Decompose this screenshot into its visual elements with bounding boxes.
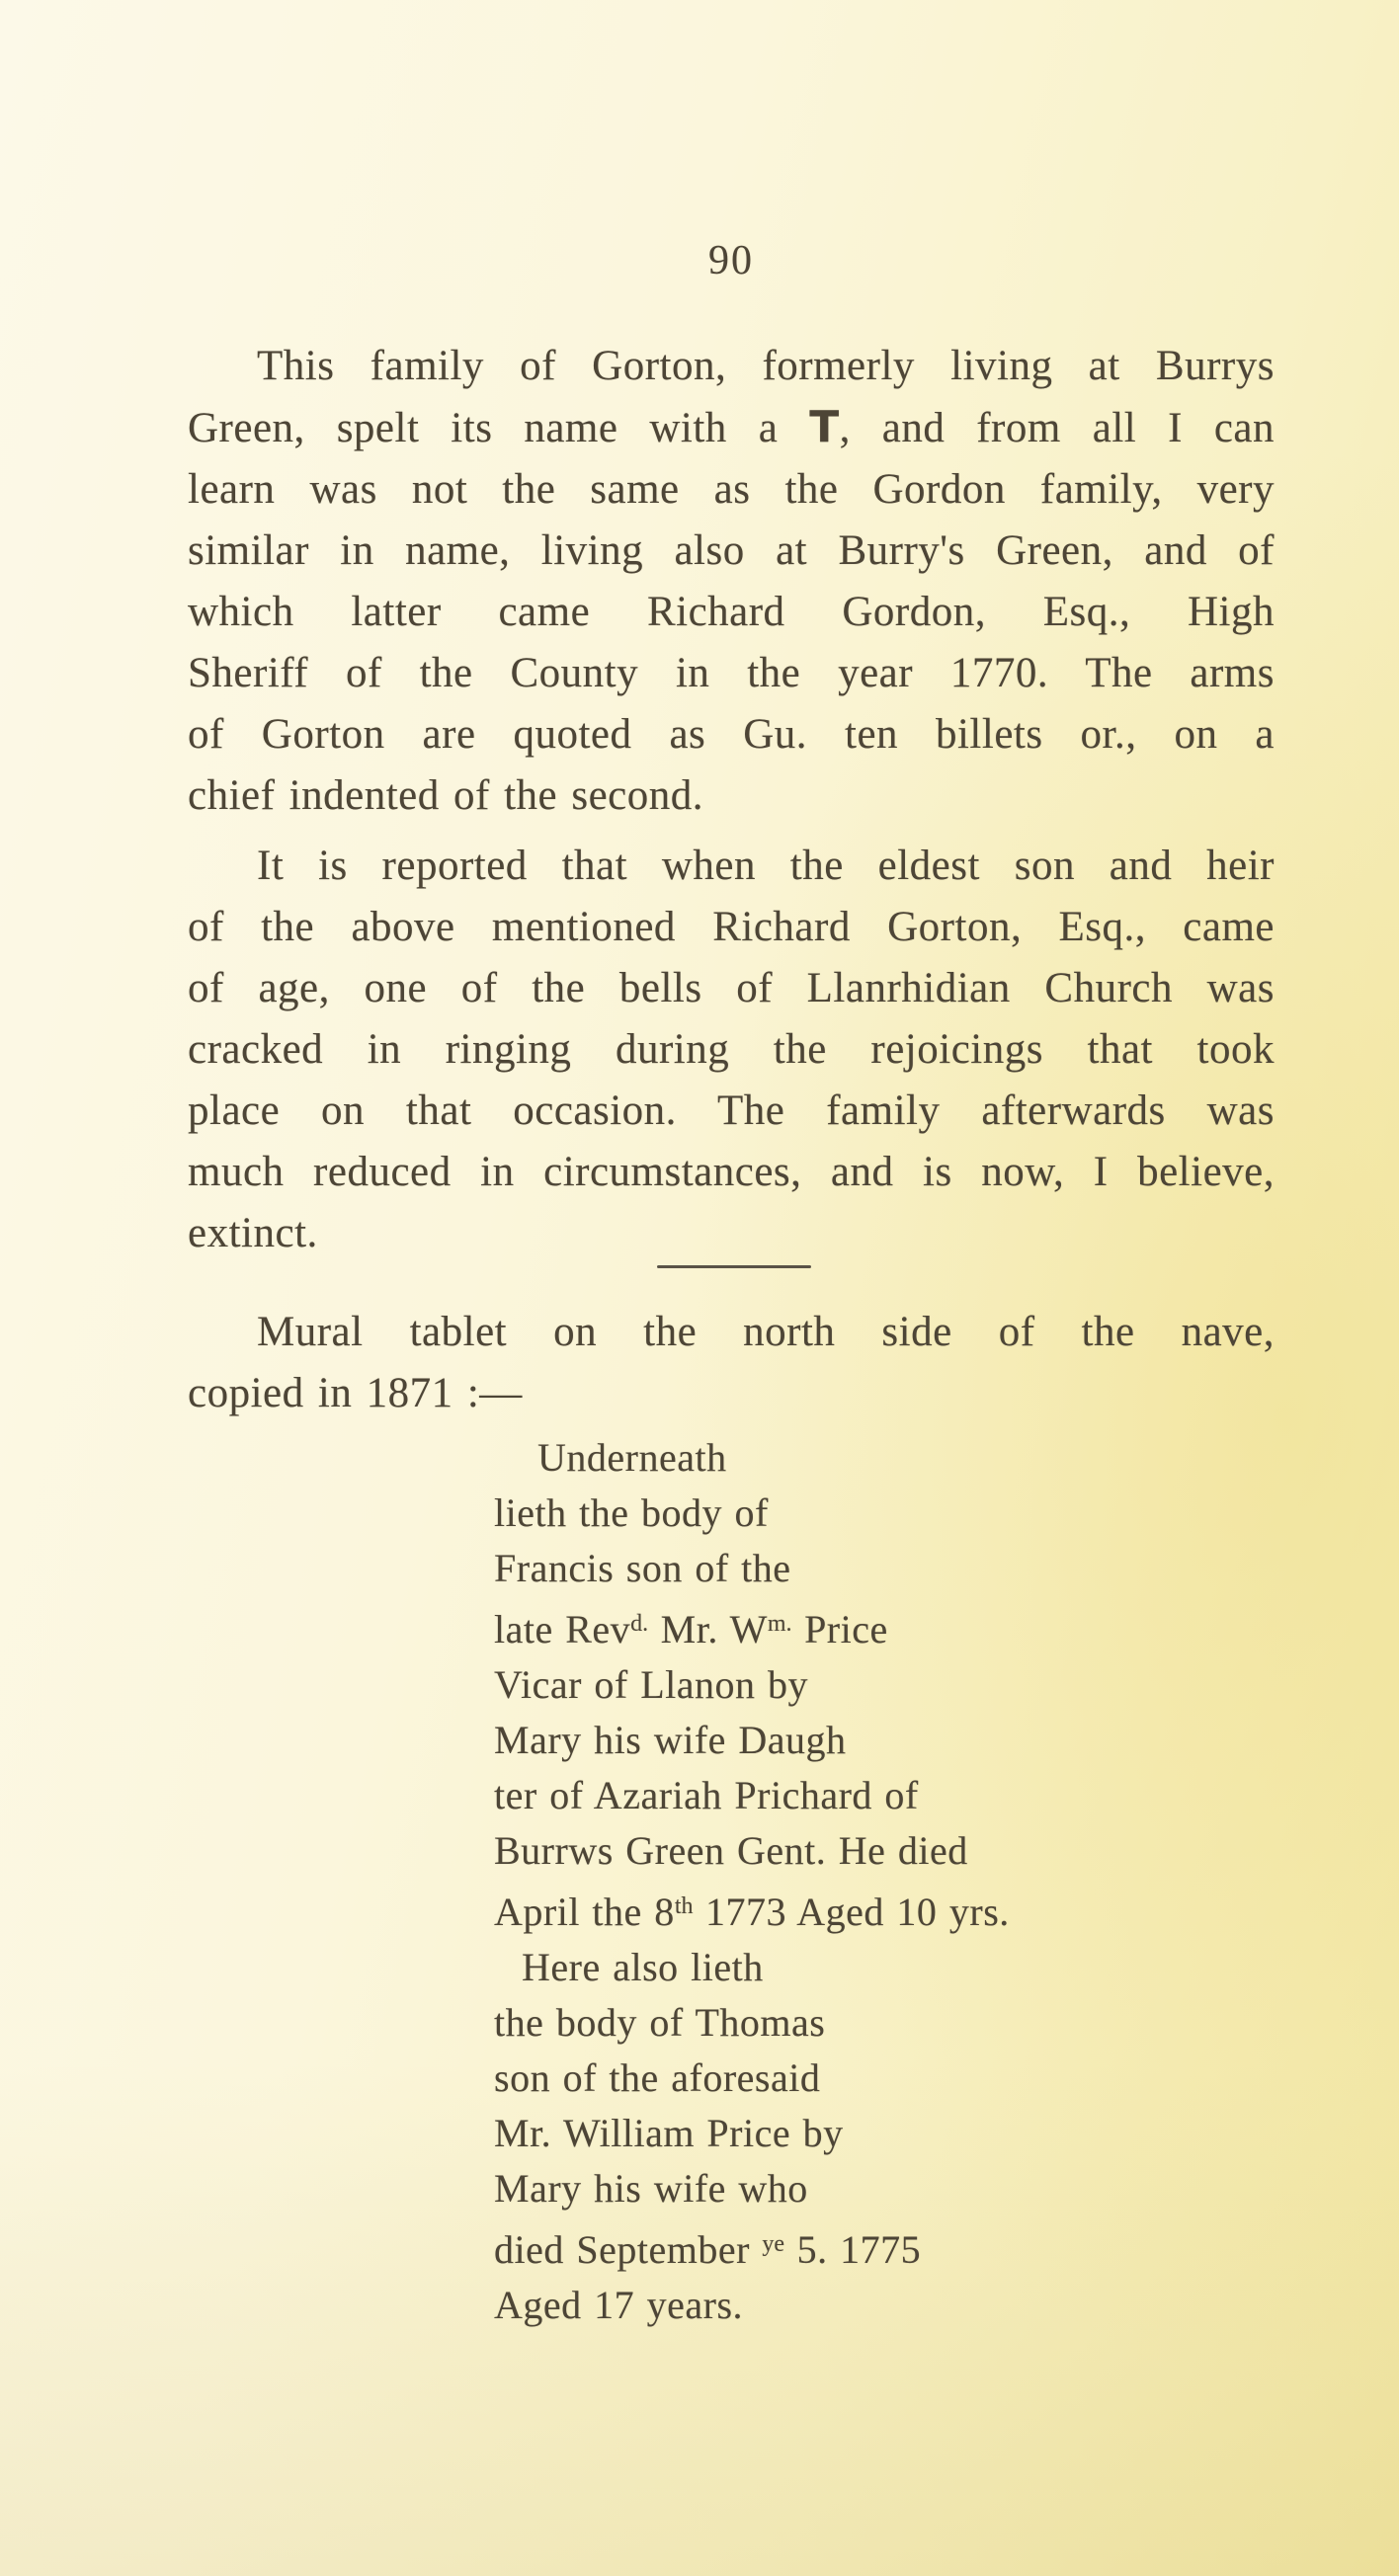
text-line: April the 8th 1773 Aged 10 yrs. xyxy=(494,1890,1010,1934)
text-line: much reduced in circumstances, and is now, I believe, xyxy=(188,1149,1275,1195)
text-line: Here also lieth xyxy=(522,1945,764,1989)
text-line: Mary his wife Daugh xyxy=(494,1718,847,1762)
text-line: ter of Azariah Prichard of xyxy=(494,1773,919,1817)
text-line: died September $^{ye}$ 5. 1775 xyxy=(494,2227,922,2272)
text-line: This family of Gorton, formerly living at Burrys xyxy=(257,343,1275,389)
text-line: Francis son of the xyxy=(494,1546,791,1590)
text-line: son of the aforesaid xyxy=(494,2055,821,2100)
text-line: It is reported that when the eldest son and heir xyxy=(257,843,1275,889)
text-line: Vicar of Llanon by xyxy=(494,1662,809,1707)
text-line: learn was not the same as the Gordon family, very xyxy=(188,466,1275,513)
text-line: of the above mentioned Richard Gorton, Esq., came xyxy=(188,904,1275,950)
text-line: Green, spelt its name with a T, and from all I can xyxy=(188,402,1275,452)
text-line: Aged 17 years. xyxy=(494,2283,744,2327)
paragraph-bell-anecdote xyxy=(188,836,1275,1264)
text-line: chief indented of the second. xyxy=(188,772,704,819)
page-number: 90 xyxy=(708,238,754,283)
text-line: cracked in ringing during the rejoicings that took xyxy=(188,1026,1275,1073)
text-line: late Rev$^{d.}$ Mr. $W^{m.}$ Price xyxy=(494,1607,888,1651)
section-divider-rule xyxy=(657,1265,811,1268)
text-line: lieth the body of xyxy=(494,1490,769,1535)
text-line: which latter came Richard Gordon, Esq., High xyxy=(188,589,1275,635)
text-line: similar in name, living also at Burry's Green, and of xyxy=(188,527,1275,574)
text-line: copied in 1871 :— xyxy=(188,1370,523,1416)
paragraph-mural-tablet xyxy=(188,1302,1275,1424)
text-line: Underneath xyxy=(537,1435,727,1480)
text-line: Mural tablet on the north side of the nave, xyxy=(257,1309,1275,1355)
text-line: Mr. William Price by xyxy=(494,2111,844,2155)
paragraph-gorton-family xyxy=(188,336,1275,827)
text-line: Mary his wife who xyxy=(494,2166,808,2211)
text-line: of Gorton are quoted as Gu. ten billets or., on a xyxy=(188,711,1275,758)
text-line: place on that occasion. The family afterwards was xyxy=(188,1087,1275,1134)
text-line: Sheriff of the County in the year 1770. The arms xyxy=(188,650,1275,696)
text-line: the body of Thomas xyxy=(494,2000,826,2045)
tablet-inscription xyxy=(494,1430,1205,2333)
text-line: of age, one of the bells of Llanrhidian Church was xyxy=(188,965,1275,1011)
text-line: extinct. xyxy=(188,1210,318,1256)
text-line: Burrws Green Gent. He died xyxy=(494,1828,968,1873)
